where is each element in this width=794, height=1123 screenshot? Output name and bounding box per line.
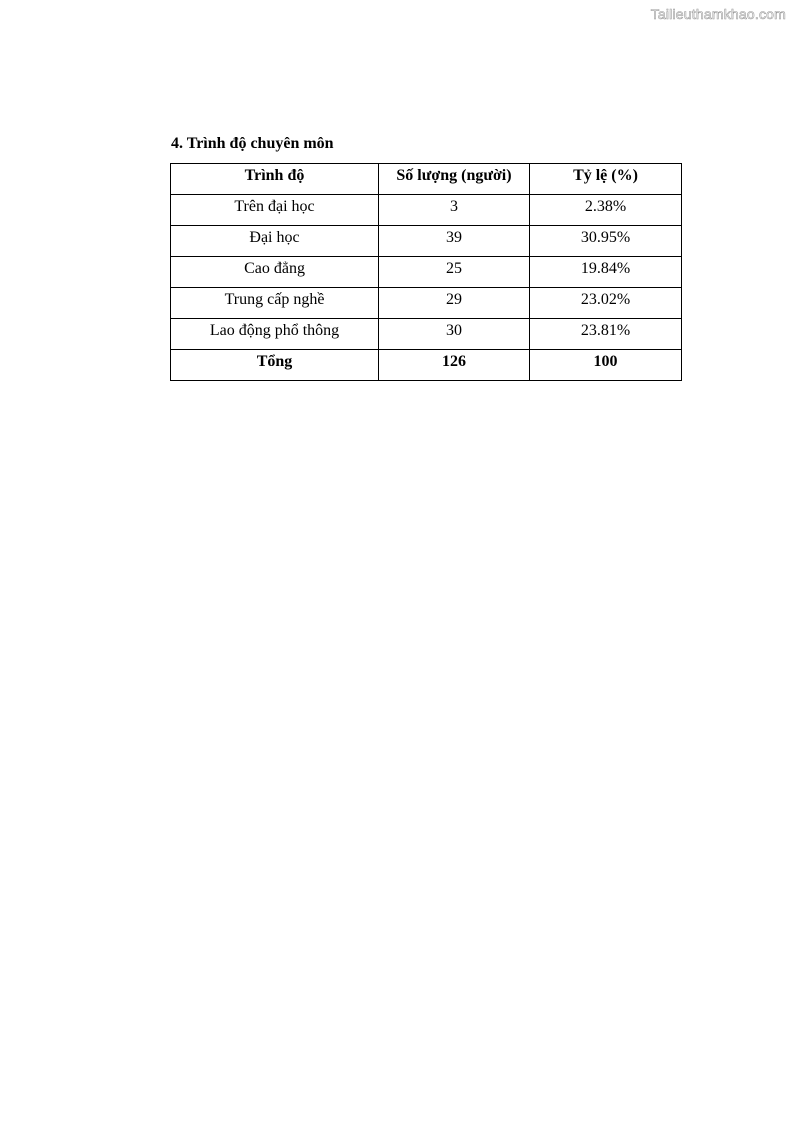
cell-ratio: 23.81% (530, 319, 682, 350)
header-count: Số lượng (người) (379, 164, 530, 195)
cell-count: 30 (379, 319, 530, 350)
total-count: 126 (379, 350, 530, 381)
total-label: Tổng (171, 350, 379, 381)
header-qualification: Trình độ (171, 164, 379, 195)
cell-count: 39 (379, 226, 530, 257)
table-row (171, 319, 682, 350)
table-header-row (171, 164, 682, 195)
cell-ratio: 19.84% (530, 257, 682, 288)
table-row (171, 226, 682, 257)
cell-ratio: 30.95% (530, 226, 682, 257)
cell-qualification: Cao đẳng (171, 257, 379, 288)
table-total-row (171, 350, 682, 381)
section-heading: 4. Trình độ chuyên môn (171, 135, 334, 152)
cell-qualification: Trên đại học (171, 195, 379, 226)
cell-ratio: 2.38% (530, 195, 682, 226)
cell-qualification: Trung cấp nghề (171, 288, 379, 319)
table-row (171, 288, 682, 319)
table-row (171, 257, 682, 288)
cell-count: 3 (379, 195, 530, 226)
cell-count: 29 (379, 288, 530, 319)
total-ratio: 100 (530, 350, 682, 381)
header-ratio: Tỷ lệ (%) (530, 164, 682, 195)
table-row (171, 195, 682, 226)
watermark-text: Tailieuthamkhao.com (650, 6, 786, 22)
qualification-table (170, 163, 682, 381)
cell-qualification: Lao động phổ thông (171, 319, 379, 350)
cell-qualification: Đại học (171, 226, 379, 257)
cell-ratio: 23.02% (530, 288, 682, 319)
cell-count: 25 (379, 257, 530, 288)
